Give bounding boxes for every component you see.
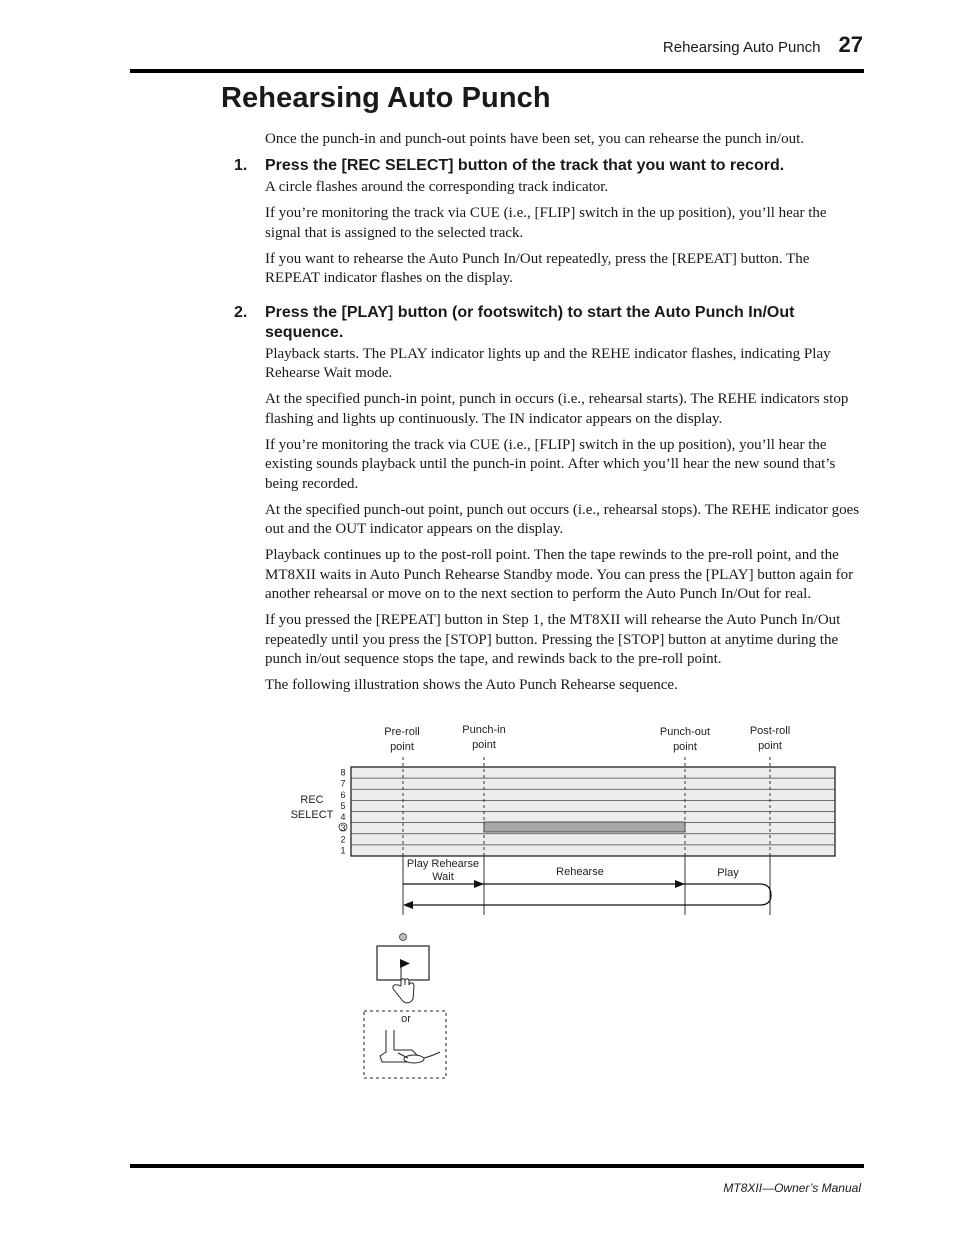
page-number: 27: [838, 32, 863, 57]
step-1-number: 1.: [234, 157, 248, 174]
sequence-arrows: [403, 884, 771, 905]
track-number-3: 3: [340, 823, 346, 834]
step-2-paragraph: At the specified punch-out point, punch out occurs (i.e., rehearsal stops). The REHE indicator goes out and the OUT indicator appears on the display.: [265, 501, 860, 537]
step-2-paragraph: Playback continues up to the post-roll point. Then the tape rewinds to the pre-roll point, and the MT8XII waits in Auto Punch Rehearse Standby mode. You can press the [PLAY] button again for another rehearsal or move on to the next section to perform the Auto Punch In/Out for real.: [265, 547, 854, 602]
step-2-heading-text: Press the [PLAY] button (or footswitch) to start the Auto Punch In/Out sequence.: [265, 303, 795, 341]
track-number-8: 8: [340, 767, 346, 778]
punch-in-label: Punch-in: [462, 724, 506, 736]
step-2-paragraph: At the specified punch-in point, punch in occurs (i.e., rehearsal starts). The REHE indicators stop flashing and lights up continuously. The IN indicator appears on the display.: [265, 391, 849, 427]
track-number-6: 6: [340, 789, 346, 800]
track-numbers: [340, 768, 345, 856]
running-header-title: Rehearsing Auto Punch: [662, 39, 821, 56]
step-2-paragraph: If you pressed the [REPEAT] button in Step 1, the MT8XII will rehearse the Auto Punch In/Out repeatedly until you press the [STOP] button. Pressing the [STOP] button at anytime during the punch in/out sequence stops the tape, and rewinds back to the pre-roll point.: [265, 612, 841, 667]
rehearse-region-bar: [484, 822, 685, 832]
track-number-7: 7: [340, 778, 346, 789]
punch-out-label: Punch-out: [659, 726, 711, 738]
intro-paragraph: Once the punch-in and punch-out points have been set, you can rehearse the punch in/out.: [265, 131, 804, 147]
punch-out-label: point: [673, 741, 697, 753]
step-1-paragraph: A circle flashes around the corresponding track indicator.: [265, 179, 609, 195]
rec-select-label: REC: [300, 794, 324, 806]
step-2-paragraph: The following illustration shows the Auto Punch Rehearse sequence.: [265, 677, 678, 693]
rec-select-label: SELECT: [290, 809, 334, 821]
step-2-paragraph: Playback starts. The PLAY indicator lights up and the REHE indicator flashes, indicating Play Rehearse Wait mode.: [265, 345, 831, 381]
play-rehearse-wait-label: Play Rehearse: [406, 858, 480, 870]
step-2-paragraph: If you’re monitoring the track via CUE (i.e., [FLIP] switch in the up position), you’ll hear the existing sounds playback until the punch-in point. After which you’ll hear the new sound that’s being recorded.: [265, 436, 836, 492]
footer-rule: [130, 1164, 864, 1168]
track-number-5: 5: [340, 800, 346, 811]
pre-roll-label: Pre-roll: [384, 726, 420, 738]
pre-roll-label: point: [390, 741, 414, 753]
track-number-1: 1: [340, 845, 346, 856]
footer-manual-title: MT8XII—Owner’s Manual: [723, 1181, 861, 1195]
play-rehearse-wait-label: Wait: [432, 871, 454, 883]
step-1-paragraph: If you’re monitoring the track via CUE (i.e., [FLIP] switch in the up position), you’ll hear the signal that is assigned to the selected track.: [265, 205, 827, 241]
track-number-4: 4: [340, 812, 346, 823]
post-roll-label: Post-roll: [749, 725, 791, 737]
page-title: Rehearsing Auto Punch: [221, 82, 551, 114]
track-number-2: 2: [340, 834, 346, 845]
rehearse-label: Rehearse: [556, 866, 604, 878]
post-roll-label: point: [758, 740, 782, 752]
step-1-paragraph: If you want to rehearse the Auto Punch In/Out repeatedly, press the [REPEAT] button. The REPEAT indicator flashes on the display.: [265, 250, 810, 286]
footswitch-icon: [380, 1030, 440, 1063]
step-1-heading-text: Press the [REC SELECT] button of the track that you want to record.: [265, 157, 785, 174]
step-2-number: 2.: [234, 303, 248, 321]
play-label: Play: [717, 867, 739, 879]
or-label: or: [401, 1013, 411, 1025]
play-led-indicator: [400, 934, 407, 941]
punch-in-label: point: [472, 739, 496, 751]
